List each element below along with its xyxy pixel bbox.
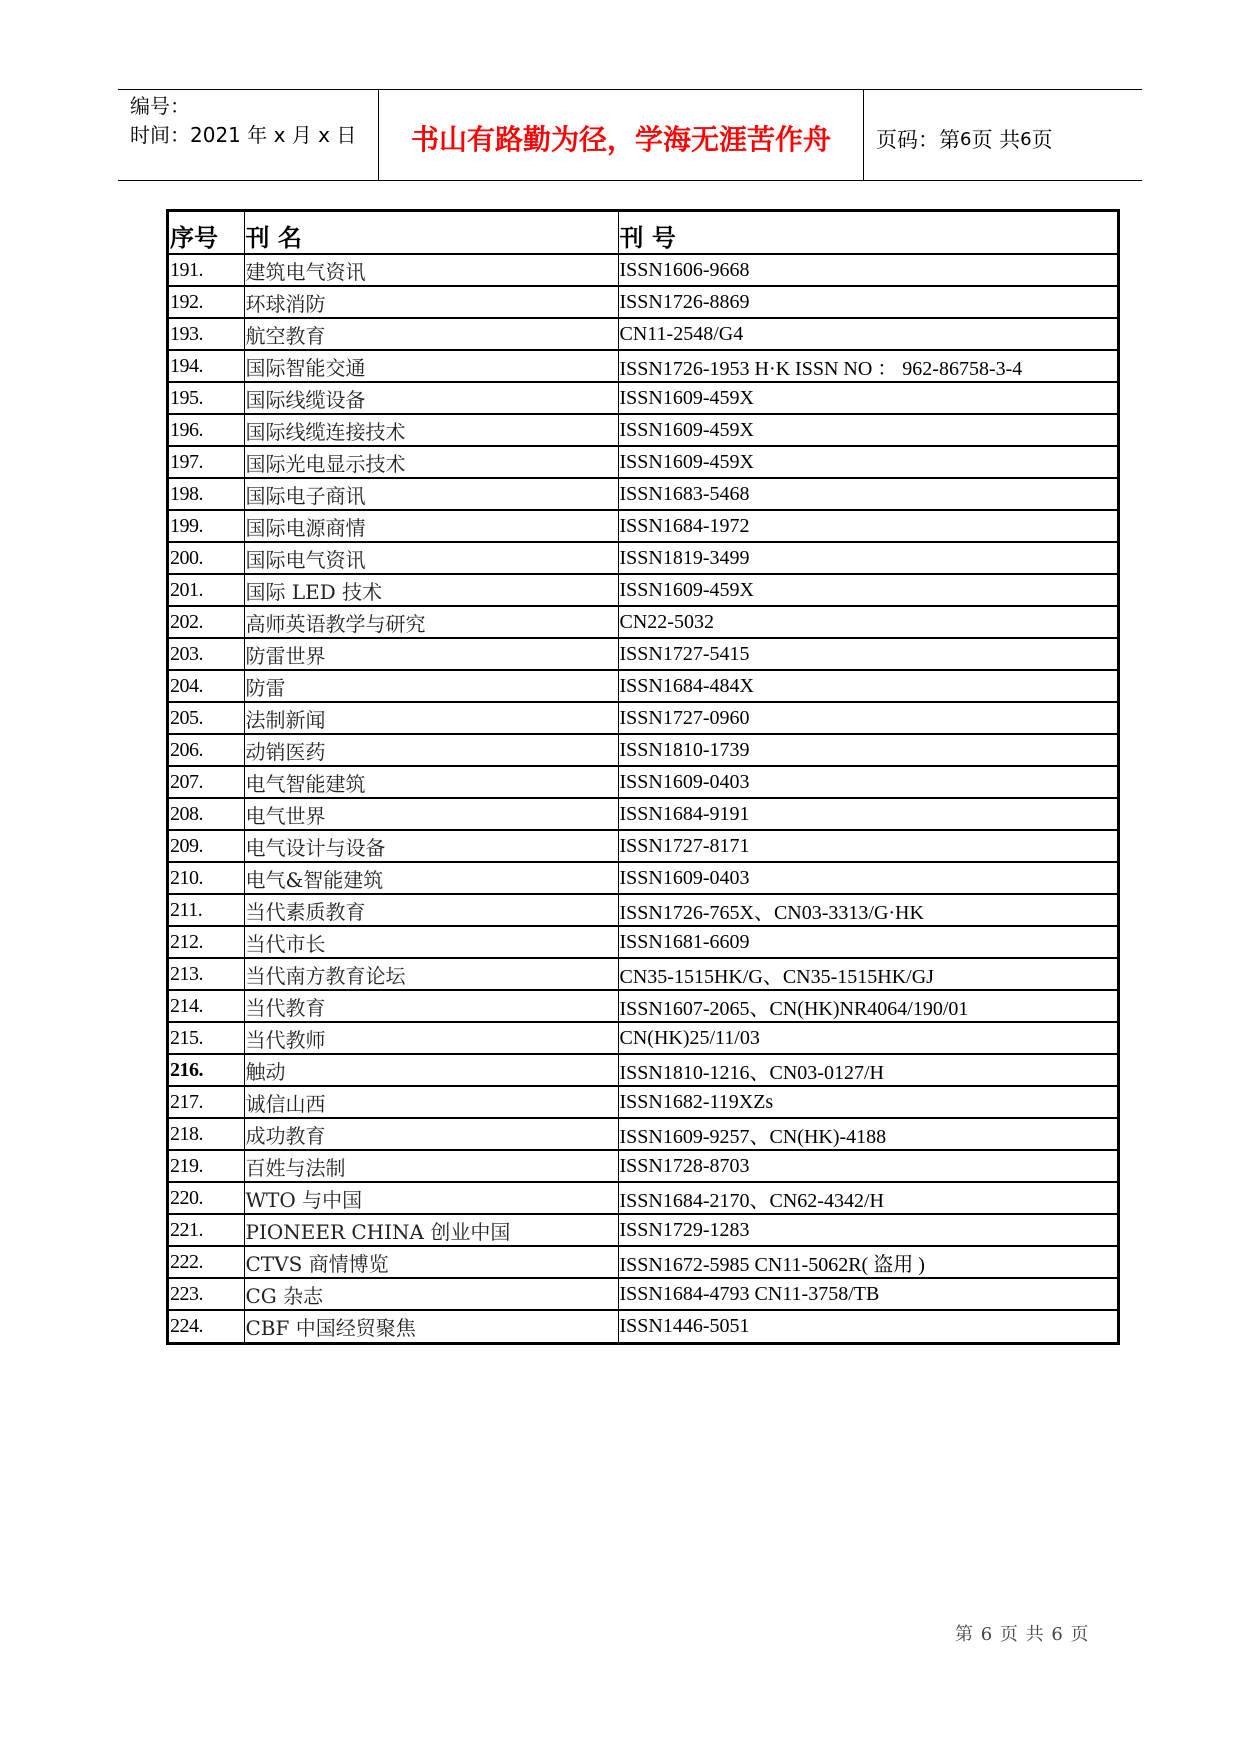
page-current: 6 [960, 128, 972, 150]
journal-name: CTVS 商情博览 [244, 1246, 618, 1278]
row-index: 210. [169, 862, 244, 894]
journal-issn: ISSN1819-3499 [618, 542, 1117, 574]
journal-name: 当代南方教育论坛 [244, 958, 618, 990]
journal-name: 国际智能交通 [244, 350, 618, 382]
row-index: 217. [169, 1086, 244, 1118]
journal-name: 环球消防 [244, 286, 618, 318]
row-index: 202. [169, 606, 244, 638]
journal-issn: ISSN1726-765X、CN03-3313/G·HK [618, 894, 1117, 926]
journal-name: 当代素质教育 [244, 894, 618, 926]
table-row [169, 638, 1117, 670]
journal-name: 动销医药 [244, 734, 618, 766]
page-header [118, 89, 1142, 181]
row-index: 224. [169, 1310, 244, 1342]
journal-name: 触动 [244, 1054, 618, 1086]
journal-name: 百姓与法制 [244, 1150, 618, 1182]
row-index: 223. [169, 1278, 244, 1310]
journal-issn: ISSN1609-0403 [618, 766, 1117, 798]
journal-name: 电气世界 [244, 798, 618, 830]
journal-issn: ISSN1446-5051 [619, 1315, 750, 1337]
journal-issn: ISSN1609-459X [618, 446, 1117, 478]
table-row [169, 926, 1117, 958]
journal-name: 电气设计与设备 [244, 830, 618, 862]
table-row [169, 1150, 1117, 1182]
table-row [169, 1022, 1117, 1054]
table-row [169, 1278, 1117, 1310]
row-index: 196. [169, 414, 244, 446]
table-row [169, 1054, 1117, 1086]
table-row [169, 734, 1117, 766]
row-index: 204. [169, 670, 244, 702]
journal-issn: ISSN1684-1972 [618, 510, 1117, 542]
table-row [169, 958, 1117, 990]
row-index: 201. [169, 574, 244, 606]
page-footer: 第 6 页 共 6 页 [955, 1624, 1090, 1645]
journal-name: WTO 与中国 [244, 1182, 618, 1214]
row-index: 208. [169, 798, 244, 830]
table-row [169, 862, 1117, 894]
journal-issn: ISSN1683-5468 [618, 478, 1117, 510]
table-header-row [169, 212, 1117, 254]
journal-table-frame [166, 209, 1120, 1345]
row-index: 213. [169, 958, 244, 990]
table-row [169, 894, 1117, 926]
row-index: 205. [169, 702, 244, 734]
row-index: 203. [169, 638, 244, 670]
column-header-name: 刊 名 [244, 212, 618, 254]
row-index: 191. [169, 254, 244, 286]
row-index: 200. [169, 542, 244, 574]
journal-name: 国际线缆设备 [244, 382, 618, 414]
journal-name: 电气&智能建筑 [244, 862, 618, 894]
journal-name: 当代市长 [244, 926, 618, 958]
page-label-suffix: 页 [1031, 128, 1053, 152]
journal-issn: ISSN1609-459X [618, 382, 1117, 414]
row-index: 193. [169, 318, 244, 350]
motto-text: 书山有路勤为径，学海无涯苦作舟 [410, 123, 831, 156]
table-row [169, 382, 1117, 414]
table-row [169, 478, 1117, 510]
journal-issn: ISSN1682-119XZs [618, 1086, 1117, 1118]
journal-issn: CN22-5032 [618, 606, 1117, 638]
row-index: 222. [169, 1246, 244, 1278]
journal-issn: ISSN1729-1283 [618, 1214, 1117, 1246]
row-index: 209. [169, 830, 244, 862]
journal-name: 成功教育 [244, 1118, 618, 1150]
journal-issn: ISSN1681-6609 [618, 926, 1117, 958]
journal-issn: ISSN1684-484X [618, 670, 1117, 702]
table-row [169, 286, 1117, 318]
journal-issn: ISSN1609-459X [618, 414, 1117, 446]
row-index: 207. [169, 766, 244, 798]
document-time-label: 时间：2021 年 x 月 x 日 [130, 123, 357, 147]
journal-name: 国际 LED 技术 [244, 574, 618, 606]
page-label-mid: 页 共 [971, 128, 1021, 152]
row-index: 211. [169, 894, 244, 926]
journal-name: 法制新闻 [244, 702, 618, 734]
table-row [169, 606, 1117, 638]
page-total: 6 [1020, 128, 1032, 150]
journal-issn: ISSN1726-8869 [618, 286, 1117, 318]
journal-issn: ISSN1810-1216、CN03-0127/H [618, 1054, 1117, 1086]
row-index: 221. [169, 1214, 244, 1246]
journal-name: 航空教育 [244, 318, 618, 350]
journal-issn: ISSN1728-8703 [618, 1150, 1117, 1182]
journal-issn: ISSN1727-5415 [618, 638, 1117, 670]
journal-issn: ISSN1726-1953 H·K ISSN NO ： 962-86758-3-4 [618, 350, 1117, 382]
journal-issn: ISSN1727-0960 [618, 702, 1117, 734]
header-motto-cell [378, 90, 864, 180]
table-row [169, 414, 1117, 446]
column-header-issn: 刊 号 [618, 212, 1117, 254]
table-row [169, 1246, 1117, 1278]
row-index: 219. [169, 1150, 244, 1182]
journal-name: 当代教师 [244, 1022, 618, 1054]
journal-name: 国际光电显示技术 [244, 446, 618, 478]
row-index: 199. [169, 510, 244, 542]
table-body [169, 254, 1117, 1342]
journal-name: 防雷世界 [244, 638, 618, 670]
row-index: 212. [169, 926, 244, 958]
journal-issn: ISSN1727-8171 [618, 830, 1117, 862]
journal-issn: ISSN1810-1739 [618, 734, 1117, 766]
table-row [169, 318, 1117, 350]
column-header-index: 序号 [169, 212, 244, 254]
journal-name: CBF 中国经贸聚焦 [244, 1310, 618, 1342]
row-index: 195. [169, 382, 244, 414]
table-row [169, 702, 1117, 734]
row-index: 216. [169, 1054, 244, 1086]
table-row [169, 766, 1117, 798]
journal-issn: ISSN1609-0403 [618, 862, 1117, 894]
row-index: 218. [169, 1118, 244, 1150]
row-index: 197. [169, 446, 244, 478]
header-meta [130, 92, 380, 150]
table-row [169, 254, 1117, 286]
journal-issn: ISSN1607-2065、CN(HK)NR4064/190/01 [618, 990, 1117, 1022]
document-number-label: 编号： [130, 94, 190, 118]
page-label-prefix: 页码：第 [876, 128, 960, 152]
table-row [169, 670, 1117, 702]
row-index: 220. [169, 1182, 244, 1214]
journal-issn: CN35-1515HK/G、CN35-1515HK/GJ [618, 958, 1117, 990]
table-row [169, 1118, 1117, 1150]
journal-name: 建筑电气资讯 [244, 254, 618, 286]
table-row [169, 350, 1117, 382]
row-index: 198. [169, 478, 244, 510]
journal-table [169, 212, 1117, 1342]
table-row [169, 446, 1117, 478]
journal-name: PIONEER CHINA 创业中国 [244, 1214, 618, 1246]
journal-name: 高师英语教学与研究 [244, 606, 618, 638]
table-row [169, 1214, 1117, 1246]
journal-issn: ISSN1606-9668 [618, 254, 1117, 286]
table-row [169, 1310, 1117, 1342]
journal-name: CG 杂志 [244, 1278, 618, 1310]
journal-issn: ISSN1684-2170、CN62-4342/H [618, 1182, 1117, 1214]
row-index: 194. [169, 350, 244, 382]
journal-name: 防雷 [244, 670, 618, 702]
journal-issn: ISSN1609-459X [618, 574, 1117, 606]
table-row [169, 830, 1117, 862]
row-index: 206. [169, 734, 244, 766]
journal-name: 国际电源商情 [244, 510, 618, 542]
header-page-indicator [876, 90, 1053, 184]
row-index: 215. [169, 1022, 244, 1054]
table-row [169, 574, 1117, 606]
journal-name: 国际电气资讯 [244, 542, 618, 574]
table-row [169, 542, 1117, 574]
table-row [169, 798, 1117, 830]
row-index: 214. [169, 990, 244, 1022]
journal-name: 国际电子商讯 [244, 478, 618, 510]
table-row [169, 990, 1117, 1022]
journal-issn: CN(HK)25/11/03 [618, 1022, 1117, 1054]
table-row [169, 1086, 1117, 1118]
journal-name: 国际线缆连接技术 [244, 414, 618, 446]
journal-name: 电气智能建筑 [244, 766, 618, 798]
row-index: 192. [169, 286, 244, 318]
table-row [169, 510, 1117, 542]
journal-name: 诚信山西 [244, 1086, 618, 1118]
journal-issn: CN11-2548/G4 [618, 318, 1117, 350]
journal-issn: ISSN1672-5985 CN11-5062R( 盗用 ) [618, 1246, 1117, 1278]
journal-issn: ISSN1684-9191 [618, 798, 1117, 830]
table-row [169, 1182, 1117, 1214]
journal-issn: ISSN1684-4793 CN11-3758/TB [618, 1278, 1117, 1310]
journal-issn: ISSN1609-9257、CN(HK)-4188 [618, 1118, 1117, 1150]
journal-name: 当代教育 [244, 990, 618, 1022]
